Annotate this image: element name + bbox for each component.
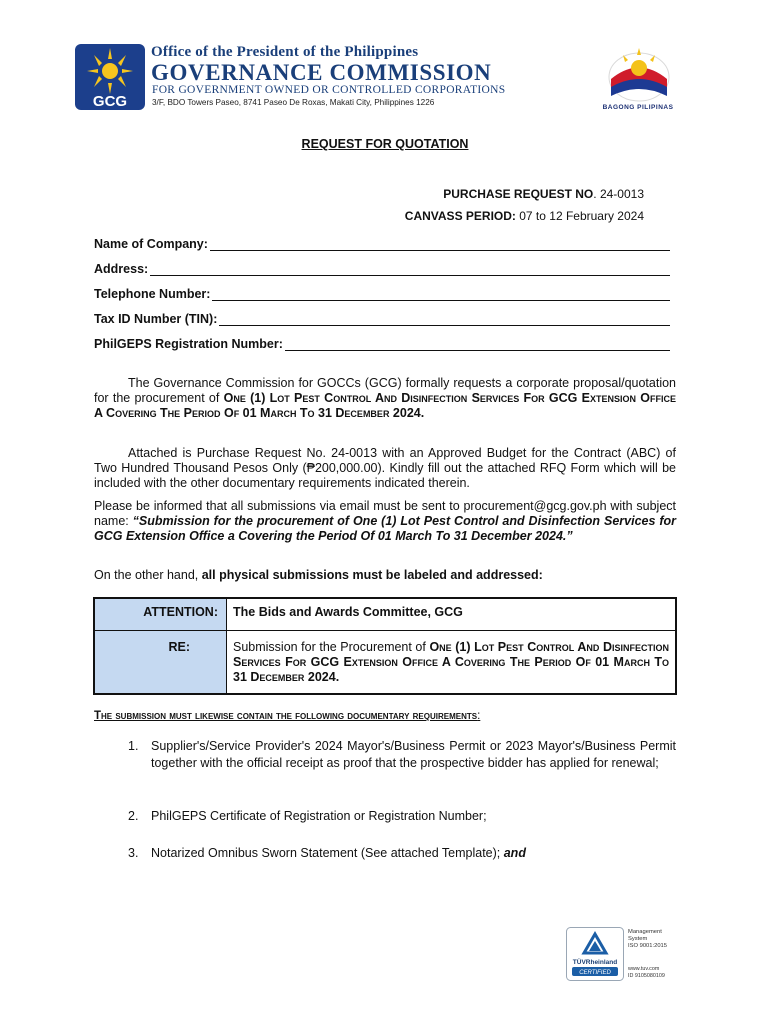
tuv-certified: CERTIFIED [579,970,611,976]
canvass-period-line [405,209,644,223]
requirement-item-2 [128,808,676,825]
attention-table [93,597,677,695]
paragraph-email [94,499,676,544]
company-name-label: Name of Company: [94,237,208,251]
p4-bold: all physical submissions must be labeled and addressed: [201,568,543,582]
paragraph-physical [94,568,676,583]
item-text [151,845,676,862]
agency-address: 3/F, BDO Towers Paseo, 8741 Paseo De Roxas, Makati City, Philippines 1226 [152,98,435,107]
item-text-main: Notarized Omnibus Sworn Statement (See attached Template); [151,846,504,860]
requirement-item-3 [128,845,676,862]
gcg-logo-text: GCG [92,93,128,110]
p1-bold: One (1) Lot Pest Control And Disinfection Services For GCG Extension Office A Covering The Period Of 01 March To 31 December 2024. [94,391,676,420]
requirements-heading [94,710,480,722]
re-value [227,631,677,695]
canvass-label: CANVASS PERIOD: [404,209,516,223]
telephone-blank[interactable] [212,289,670,301]
re-text: Submission for the Procurement of [233,640,430,654]
canvass-value: 07 to 12 February 2024 [515,209,644,223]
tin-field[interactable] [94,312,670,326]
p4-text: On the other hand, [94,568,202,582]
philgeps-blank[interactable] [285,339,670,351]
requirements-heading-text: The submission must likewise contain the following documentary requirements [94,710,478,722]
tuv-id: ID 9105080109 [628,972,665,979]
philgeps-label: PhilGEPS Registration Number: [94,337,283,351]
address-field[interactable] [94,262,670,276]
p1-text: The Governance Commission for GOCCs (GCG) formally requests a corporate proposal/quotation for the procurement of [94,376,676,405]
tuv-contact [628,966,665,979]
item-text: Supplier's/Service Provider's 2024 Mayor's/Business Permit or 2023 Mayor's/Business Permit together with the official receipt as proof that the prospective bidder has applied for renewal; [151,739,676,770]
item-number: 1. [128,739,139,753]
telephone-field[interactable] [94,287,670,301]
company-name-blank[interactable] [210,239,670,251]
tin-blank[interactable] [219,314,670,326]
requirement-item-1 [128,738,676,772]
re-label: RE: [94,631,227,695]
attention-label: ATTENTION: [94,598,227,631]
agency-subtitle: FOR GOVERNMENT OWNED OR CONTROLLED CORPORATIONS [152,84,506,96]
management-system-text [628,929,667,950]
tuv-url[interactable]: www.tuv.com [628,966,660,972]
address-label: Address: [94,262,149,276]
tuv-certification-badge [566,927,624,981]
attention-row [94,598,676,631]
p3-text: Please be informed that all submissions via email must be sent to procurement@gcg.gov.ph with subject name: [94,499,676,528]
item-text-tail: and [503,846,526,860]
ms-line-1: Management [628,929,662,935]
paragraph-request [94,376,676,421]
purchase-request-line [443,187,644,201]
re-bold: One (1) Lot Pest Control And Disinfection Services For GCG Extension Office A Covering The Period Of 01 March To 31 December 2024. [233,640,669,684]
attention-value: The Bids and Awards Committee, GCG [227,598,677,631]
agency-name: GOVERNANCE COMMISSION [151,60,492,85]
bagong-pilipinas-text: BAGONG PILIPINAS [602,104,674,111]
ms-line-2: System [628,936,648,942]
tin-label: Tax ID Number (TIN): [94,312,218,326]
gcg-logo [75,44,145,110]
item-number: 2. [128,809,139,823]
tuv-name: TÜVRheinland [572,959,618,966]
pr-label: PURCHASE REQUEST NO [443,187,594,201]
re-row [94,631,676,695]
telephone-label: Telephone Number: [94,287,211,301]
item-text: PhilGEPS Certificate of Registration or Registration Number; [151,809,487,823]
company-name-field[interactable] [94,237,670,251]
p3-subject: “Submission for the procurement of One (1) Lot Pest Control and Disinfection Services for GCG Extension Office a Covering the Period Of 01 March To 31 December 2024.” [94,514,676,543]
document-title: REQUEST FOR QUOTATION [301,137,469,151]
address-blank[interactable] [150,264,670,276]
item-number: 3. [128,846,139,860]
paragraph-attached: Attached is Purchase Request No. 24-0013 with an Approved Budget for the Contract (ABC) of Two Hundred Thousand Pesos Only (₱200,000.00). Kindly fill out the attached RFQ Form which will be included with the other documentary requirements indicated therein. [94,446,676,490]
office-line: Office of the President of the Philippines [151,44,419,60]
requirements-heading-colon: : [477,710,481,722]
bagong-pilipinas-logo [598,46,680,104]
pr-number: . 24-0013 [593,187,644,201]
philgeps-field[interactable] [94,337,670,351]
ms-line-3: ISO 9001:2015 [628,943,667,949]
